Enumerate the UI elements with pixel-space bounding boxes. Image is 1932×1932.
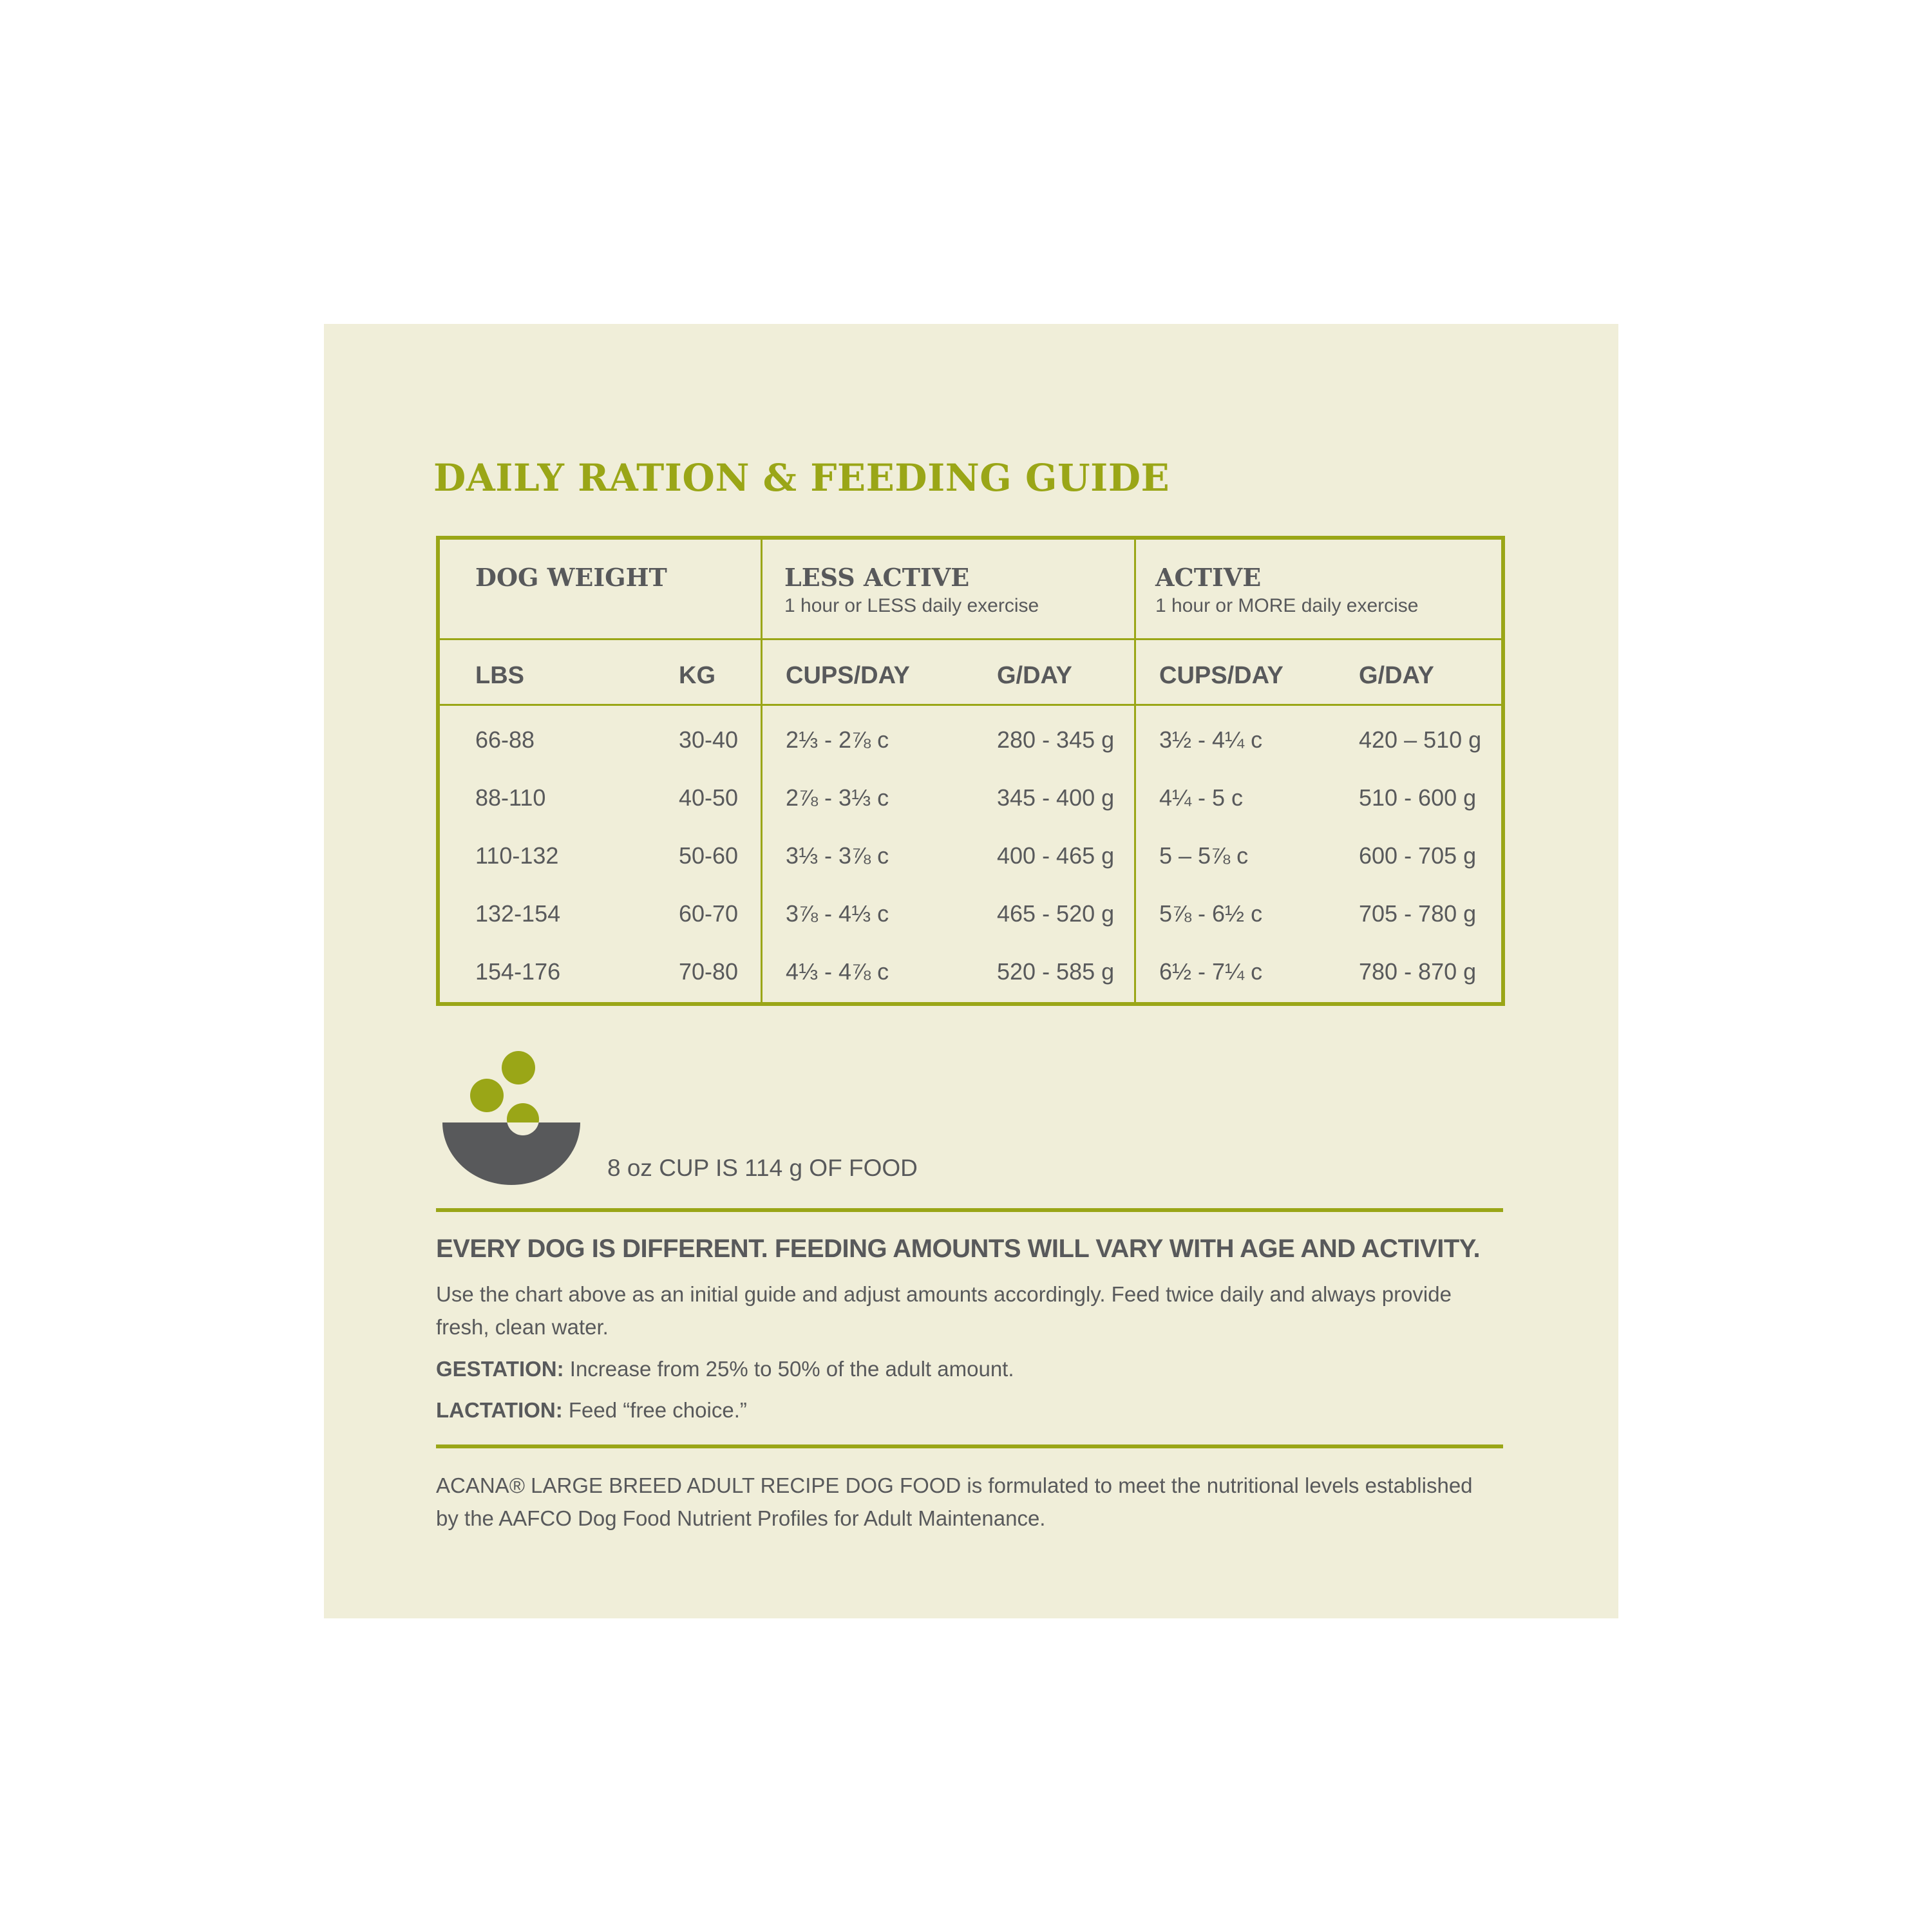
cell-grams-less-active: 280 - 345 g	[997, 726, 1115, 753]
cell-lbs: 154-176	[475, 958, 561, 985]
cell-cups-active: 3½ - 4¼ c	[1159, 726, 1263, 753]
section-divider	[436, 1444, 1503, 1448]
cell-cups-active: 5 – 5⅞ c	[1159, 842, 1249, 869]
cell-cups-less-active: 2⅓ - 2⅞ c	[786, 726, 889, 753]
section-divider	[436, 1208, 1503, 1212]
group-header-weight: DOG WEIGHT	[475, 563, 667, 592]
gestation-text: Increase from 25% to 50% of the adult amount.	[564, 1357, 1014, 1381]
cell-grams-less-active: 520 - 585 g	[997, 958, 1115, 985]
feeding-table	[436, 536, 1505, 1006]
page-title: DAILY RATION & FEEDING GUIDE	[433, 456, 1170, 500]
cell-cups-less-active: 4⅓ - 4⅞ c	[786, 958, 889, 985]
column-header-lbs: LBS	[475, 662, 524, 689]
group-subheader-active: 1 hour or MORE daily exercise	[1155, 595, 1419, 616]
cell-cups-active: 4¼ - 5 c	[1159, 784, 1244, 811]
group-subheader-less-active: 1 hour or LESS daily exercise	[784, 595, 1039, 616]
lactation-text: Feed “free choice.”	[562, 1398, 747, 1422]
cell-grams-active: 600 - 705 g	[1359, 842, 1477, 869]
table-divider	[440, 704, 1501, 706]
cell-grams-active: 780 - 870 g	[1359, 958, 1477, 985]
gestation-note	[436, 1352, 1492, 1385]
lactation-label: LACTATION:	[436, 1398, 563, 1422]
cell-kg: 50-60	[679, 842, 739, 869]
cell-lbs: 88-110	[475, 784, 546, 811]
column-header-kg: KG	[679, 662, 715, 689]
column-header-grams-active: G/DAY	[1359, 662, 1434, 689]
cell-cups-active: 6½ - 7¼ c	[1159, 958, 1263, 985]
cell-grams-less-active: 345 - 400 g	[997, 784, 1115, 811]
cell-grams-active: 420 – 510 g	[1359, 726, 1482, 753]
cell-cups-less-active: 2⅞ - 3⅓ c	[786, 784, 889, 811]
lactation-note	[436, 1394, 1492, 1426]
cell-lbs: 110-132	[475, 842, 559, 869]
cell-grams-active: 705 - 780 g	[1359, 900, 1477, 927]
cell-grams-less-active: 400 - 465 g	[997, 842, 1115, 869]
bowl-icon	[438, 1046, 592, 1188]
cell-kg: 60-70	[679, 900, 739, 927]
cell-lbs: 66-88	[475, 726, 535, 753]
column-header-cups-less-active: CUPS/DAY	[786, 662, 910, 689]
cell-cups-less-active: 3⅞ - 4⅓ c	[786, 900, 889, 927]
column-header-grams-less-active: G/DAY	[997, 662, 1072, 689]
cup-measurement-note: 8 oz CUP IS 114 g OF FOOD	[607, 1155, 918, 1181]
table-divider	[1134, 540, 1136, 1002]
cell-cups-less-active: 3⅓ - 3⅞ c	[786, 842, 889, 869]
cell-kg: 40-50	[679, 784, 739, 811]
cell-cups-active: 5⅞ - 6½ c	[1159, 900, 1263, 927]
feeding-notice: EVERY DOG IS DIFFERENT. FEEDING AMOUNTS WILL VARY WITH AGE AND ACTIVITY.	[436, 1235, 1481, 1263]
aafco-statement: ACANA® LARGE BREED ADULT RECIPE DOG FOOD is formulated to meet the nutritional levels established by the AAFCO Dog Food Nutrient Profiles for Adult Maintenance.	[436, 1473, 1473, 1530]
gestation-label: GESTATION:	[436, 1357, 564, 1381]
instructions-text: Use the chart above as an initial guide and adjust amounts accordingly. Feed twice daily and always provide fresh, clean water.	[436, 1282, 1452, 1339]
cell-kg: 30-40	[679, 726, 739, 753]
cell-grams-active: 510 - 600 g	[1359, 784, 1477, 811]
cell-grams-less-active: 465 - 520 g	[997, 900, 1115, 927]
column-header-cups-active: CUPS/DAY	[1159, 662, 1283, 689]
cell-lbs: 132-154	[475, 900, 561, 927]
table-divider	[761, 540, 762, 1002]
group-header-less-active: LESS ACTIVE	[784, 563, 970, 592]
cell-kg: 70-80	[679, 958, 739, 985]
table-divider	[440, 638, 1501, 640]
group-header-active: ACTIVE	[1155, 563, 1262, 592]
